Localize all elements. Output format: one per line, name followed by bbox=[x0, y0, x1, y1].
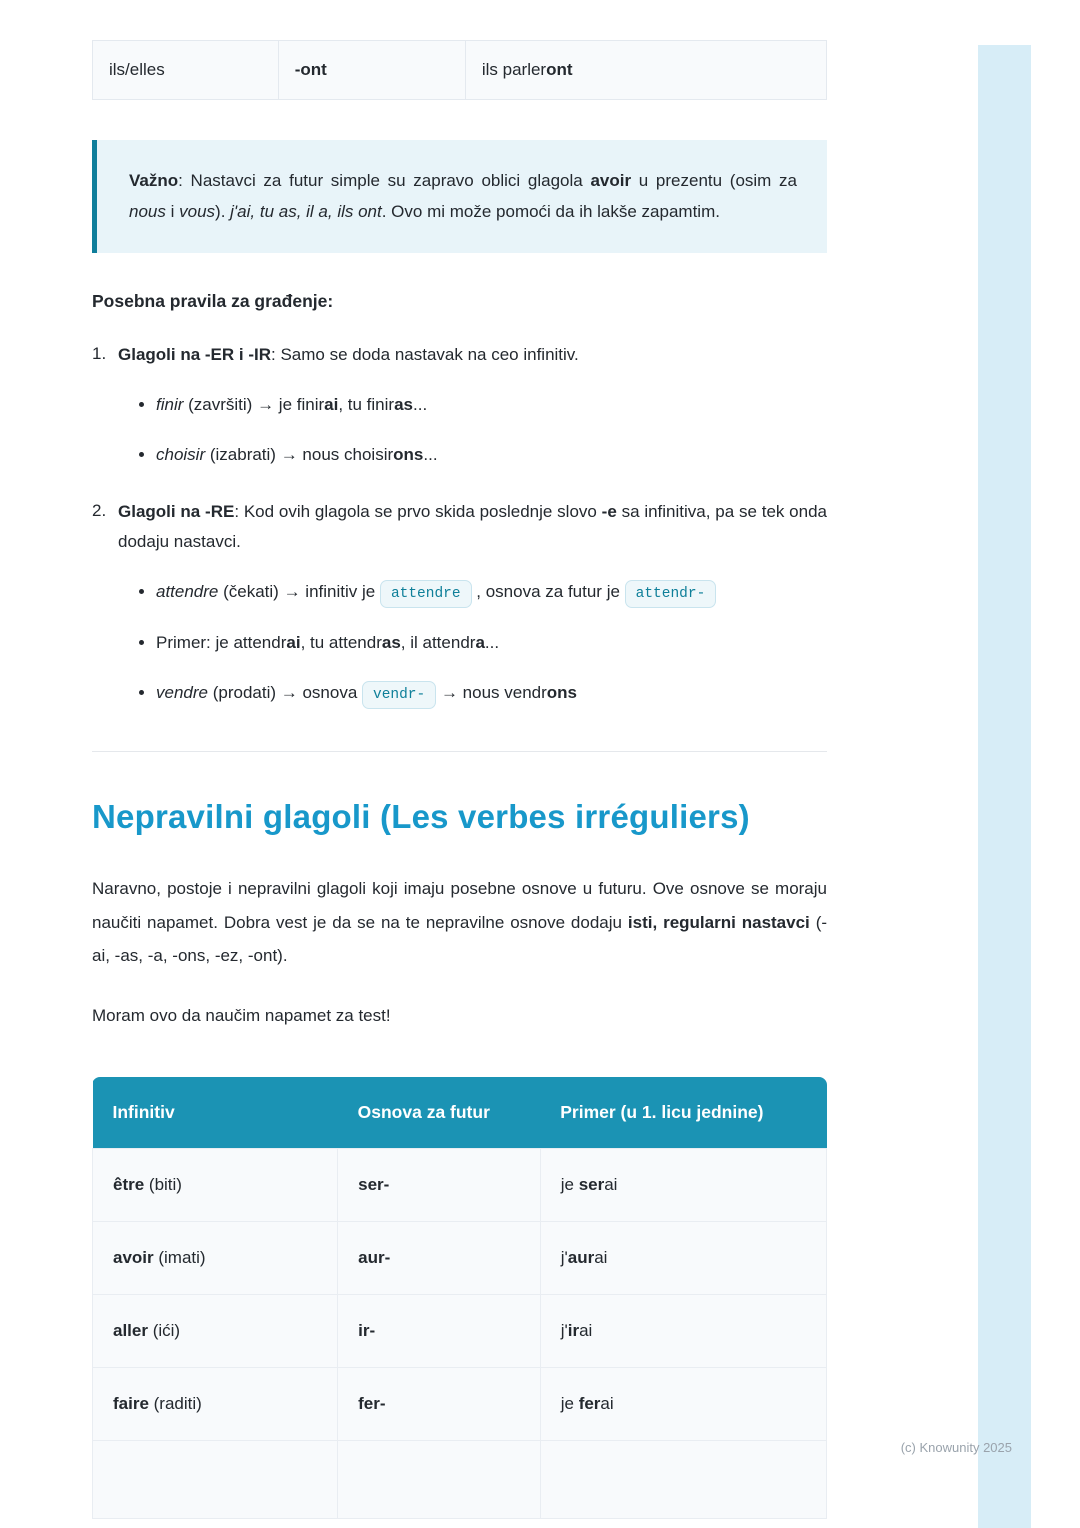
infinitive-cell bbox=[93, 1440, 338, 1518]
irregular-verbs-table bbox=[92, 1077, 827, 1519]
important-callout bbox=[92, 140, 827, 253]
infinitive-cell: aller (ići) bbox=[93, 1294, 338, 1367]
list-number: 1. bbox=[92, 343, 107, 363]
rule-text: Glagoli na -ER i -IR: Samo se doda nastavak na ceo infinitiv. bbox=[118, 344, 579, 364]
infinitive-cell: avoir (imati) bbox=[93, 1221, 338, 1294]
rules-heading: Posebna pravila za građenje: bbox=[92, 290, 334, 311]
infinitive-cell: faire (raditi) bbox=[93, 1367, 338, 1440]
table-header-row bbox=[93, 1077, 827, 1149]
example-cell: j'aurai bbox=[540, 1221, 826, 1294]
rule-text: Glagoli na -RE: Kod ovih glagola se prvo skida poslednje slovo -e sa infinitiva, pa se tek onda dodaju nastavci. bbox=[118, 502, 828, 552]
table-row bbox=[93, 1148, 827, 1221]
rule-item-re bbox=[92, 497, 827, 709]
example-cell: je ferai bbox=[540, 1367, 826, 1440]
table-row bbox=[93, 41, 827, 100]
rule-item-er-ir bbox=[92, 340, 827, 470]
header-example: Primer (u 1. licu jednine) bbox=[540, 1077, 826, 1149]
rules-list bbox=[92, 340, 827, 710]
example-item: • choisir (izabrati) → nous choisirons... bbox=[156, 441, 827, 470]
table-row-partial bbox=[93, 1440, 827, 1518]
example-cell: ils parleront bbox=[465, 41, 826, 100]
stem-cell: ir- bbox=[338, 1294, 541, 1367]
example-cell: j'irai bbox=[540, 1294, 826, 1367]
irregular-verbs-table-wrap bbox=[92, 1077, 827, 1519]
example-cell: je serai bbox=[540, 1148, 826, 1221]
stem-cell: aur- bbox=[338, 1221, 541, 1294]
stem-cell: ser- bbox=[338, 1148, 541, 1221]
header-infinitive: Infinitiv bbox=[93, 1077, 338, 1149]
copyright-note: (c) Knowunity 2025 bbox=[900, 1440, 1012, 1455]
pronoun-cell: ils/elles bbox=[93, 41, 279, 100]
irregular-intro-paragraph: Naravno, postoje i nepravilni glagoli koji imaju posebne osnove u futuru. Ove osnove se moraju naučiti napamet. Dobra vest je da se na te nepravilne osnove dodaju isti, regularni nastavci (-ai, -as, -a, -ons, -ez, -ont). bbox=[92, 879, 828, 965]
endings-table-fragment bbox=[92, 40, 827, 100]
document-page bbox=[92, 40, 827, 1519]
personal-note: Moram ovo da naučim napamet za test! bbox=[92, 1005, 391, 1025]
ending-cell: -ont bbox=[278, 41, 465, 100]
example-item: • attendre (čekati) → infinitiv je attendre , osnova za futur je attendr- bbox=[156, 578, 827, 608]
header-stem: Osnova za futur bbox=[338, 1077, 541, 1149]
section-divider bbox=[92, 751, 827, 752]
rule-examples bbox=[156, 578, 827, 709]
example-item: • Primer: je attendrai, tu attendras, il attendra... bbox=[156, 629, 827, 658]
stem-cell: fer- bbox=[338, 1367, 541, 1440]
callout-text: Važno: Nastavci za futur simple su zapravo oblici glagola avoir u prezentu (osim za nous i vous). j'ai, tu as, il a, ils ont. Ovo mi može pomoći da ih lakše zapamtim. bbox=[129, 171, 797, 222]
section-title-irregular-verbs: Nepravilni glagoli (Les verbes irréguliers) bbox=[92, 798, 750, 836]
table-row bbox=[93, 1367, 827, 1440]
table-row bbox=[93, 1221, 827, 1294]
table-row bbox=[93, 1294, 827, 1367]
list-number: 2. bbox=[92, 501, 107, 521]
infinitive-cell: être (biti) bbox=[93, 1148, 338, 1221]
rule-examples bbox=[156, 391, 827, 470]
stem-cell bbox=[338, 1440, 541, 1518]
page-edge-strip bbox=[978, 45, 1031, 1528]
example-item: • finir (završiti) → je finirai, tu finiras... bbox=[156, 391, 827, 420]
example-item: • vendre (prodati) → osnova vendr- → nous vendrons bbox=[156, 679, 827, 709]
example-cell bbox=[540, 1440, 826, 1518]
